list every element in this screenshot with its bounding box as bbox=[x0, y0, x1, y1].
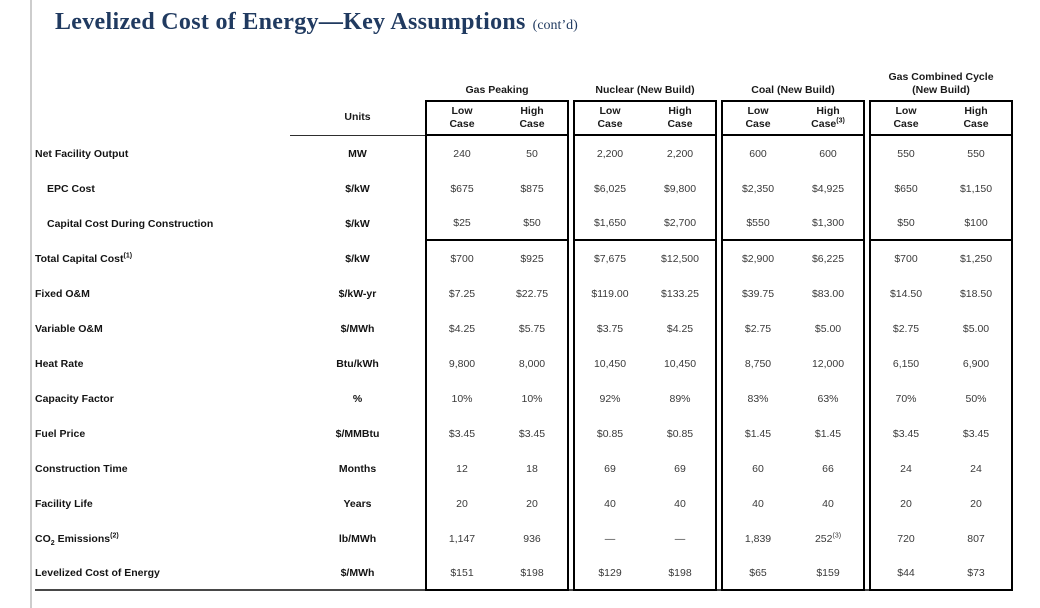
value-cell: 24 bbox=[941, 451, 1013, 486]
value-cell: $6,025 bbox=[573, 171, 645, 206]
table-row bbox=[35, 241, 1013, 276]
value-cell: 20 bbox=[425, 486, 497, 521]
row-label: Facility Life bbox=[35, 497, 93, 510]
value-cell: 550 bbox=[869, 136, 941, 171]
corner-cell bbox=[290, 64, 425, 100]
value-cell: 20 bbox=[497, 486, 569, 521]
value-cell: 10% bbox=[425, 381, 497, 416]
value-cell: $3.45 bbox=[497, 416, 569, 451]
table-row bbox=[35, 346, 1013, 381]
value-cell: $119.00 bbox=[573, 276, 645, 311]
page-title-text: Levelized Cost of Energy—Key Assumptions bbox=[55, 9, 526, 35]
value-cell: 18 bbox=[497, 451, 569, 486]
value-cell: 83% bbox=[721, 381, 793, 416]
value-cell: $133.25 bbox=[645, 276, 717, 311]
value-cell: 807 bbox=[941, 521, 1013, 556]
case-subheader: Low Case bbox=[573, 100, 645, 136]
value-cell: $0.85 bbox=[645, 416, 717, 451]
value-cell: $22.75 bbox=[497, 276, 569, 311]
unit-cell: MW bbox=[348, 147, 367, 160]
value-cell: 92% bbox=[573, 381, 645, 416]
value-cell: 600 bbox=[793, 136, 865, 171]
value-cell: 40 bbox=[793, 486, 865, 521]
value-cell: 63% bbox=[793, 381, 865, 416]
row-label: Capital Cost During Construction bbox=[47, 217, 214, 230]
value-cell: — bbox=[573, 521, 645, 556]
value-cell: 40 bbox=[573, 486, 645, 521]
column-group-header: Coal (New Build) bbox=[751, 83, 835, 96]
value-cell: $2,700 bbox=[645, 206, 717, 241]
unit-cell: $/kW bbox=[345, 182, 370, 195]
value-cell: 550 bbox=[941, 136, 1013, 171]
label-header-cell bbox=[35, 100, 290, 136]
value-cell: 9,800 bbox=[425, 346, 497, 381]
value-cell: 8,000 bbox=[497, 346, 569, 381]
value-cell: $2,350 bbox=[721, 171, 793, 206]
value-cell: 50 bbox=[497, 136, 569, 171]
value-cell: 60 bbox=[721, 451, 793, 486]
value-cell: 10,450 bbox=[645, 346, 717, 381]
value-cell: $1,300 bbox=[793, 206, 865, 241]
value-cell: $25 bbox=[425, 206, 497, 241]
unit-cell: $/kW bbox=[345, 252, 370, 265]
value-cell: $7,675 bbox=[573, 241, 645, 276]
value-cell: 40 bbox=[721, 486, 793, 521]
value-cell: 1,839 bbox=[721, 521, 793, 556]
unit-cell: Years bbox=[343, 497, 372, 510]
case-subheader: High Case bbox=[941, 100, 1013, 136]
value-cell: 20 bbox=[869, 486, 941, 521]
value-cell: $1,250 bbox=[941, 241, 1013, 276]
table-row bbox=[35, 311, 1013, 346]
value-cell: 8,750 bbox=[721, 346, 793, 381]
table-row bbox=[35, 64, 1013, 100]
units-header: Units bbox=[290, 100, 425, 136]
value-cell: 600 bbox=[721, 136, 793, 171]
unit-cell: $/MWh bbox=[290, 556, 425, 591]
row-label: Capacity Factor bbox=[35, 392, 114, 405]
row-label: Total Capital Cost$^{(1)}$ bbox=[35, 252, 133, 265]
case-subheader: Low Case bbox=[425, 100, 497, 136]
value-cell: 2,200 bbox=[645, 136, 717, 171]
case-subheader: High Case$^{(3)}$ bbox=[793, 100, 865, 136]
row-label: Net Facility Output bbox=[35, 147, 129, 160]
column-group-header: Nuclear (New Build) bbox=[595, 83, 695, 96]
value-cell: $2.75 bbox=[869, 311, 941, 346]
value-cell: 12 bbox=[425, 451, 497, 486]
value-cell: 936 bbox=[497, 521, 569, 556]
value-cell: 50% bbox=[941, 381, 1013, 416]
table-body bbox=[35, 136, 1013, 591]
value-cell: 70% bbox=[869, 381, 941, 416]
value-cell: $12,500 bbox=[645, 241, 717, 276]
value-cell: $3.45 bbox=[869, 416, 941, 451]
value-cell: $14.50 bbox=[869, 276, 941, 311]
value-cell: $1,650 bbox=[573, 206, 645, 241]
table-row bbox=[35, 276, 1013, 311]
value-cell: $44 bbox=[869, 556, 941, 591]
value-cell: $675 bbox=[425, 171, 497, 206]
value-cell: $700 bbox=[869, 241, 941, 276]
value-cell: 69 bbox=[645, 451, 717, 486]
value-cell: $3.75 bbox=[573, 311, 645, 346]
value-cell: $2,900 bbox=[721, 241, 793, 276]
value-cell: — bbox=[645, 521, 717, 556]
value-cell: $0.85 bbox=[573, 416, 645, 451]
value-cell: 6,150 bbox=[869, 346, 941, 381]
row-label: Levelized Cost of Energy bbox=[35, 556, 290, 591]
value-cell: $4,925 bbox=[793, 171, 865, 206]
value-cell: $151 bbox=[425, 556, 497, 591]
value-cell: 2,200 bbox=[573, 136, 645, 171]
row-label: $CO_2$ Emissions$^{(2)}$ bbox=[35, 532, 119, 547]
unit-cell: $/kW-yr bbox=[338, 287, 377, 300]
table-row bbox=[35, 451, 1013, 486]
value-cell: 12,000 bbox=[793, 346, 865, 381]
value-cell: $925 bbox=[497, 241, 569, 276]
value-cell: 40 bbox=[645, 486, 717, 521]
value-cell: $3.45 bbox=[425, 416, 497, 451]
value-cell: $159 bbox=[793, 556, 865, 591]
value-cell: $5.75 bbox=[497, 311, 569, 346]
table-row bbox=[35, 136, 1013, 171]
value-cell: $1,150 bbox=[941, 171, 1013, 206]
value-cell: $50 bbox=[497, 206, 569, 241]
column-group-header: Gas Combined Cycle (New Build) bbox=[888, 70, 994, 96]
table-header bbox=[35, 64, 1013, 136]
value-cell: $550 bbox=[721, 206, 793, 241]
value-cell: $5.00 bbox=[941, 311, 1013, 346]
case-subheader: High Case bbox=[645, 100, 717, 136]
value-cell: 20 bbox=[941, 486, 1013, 521]
value-cell: 10% bbox=[497, 381, 569, 416]
table-row bbox=[35, 556, 1013, 591]
value-cell: 89% bbox=[645, 381, 717, 416]
value-cell: $4.25 bbox=[645, 311, 717, 346]
value-cell: 720 bbox=[869, 521, 941, 556]
value-cell: $3.45 bbox=[941, 416, 1013, 451]
value-cell: $875 bbox=[497, 171, 569, 206]
table-row bbox=[35, 100, 1013, 136]
value-cell: $700 bbox=[425, 241, 497, 276]
page-title bbox=[55, 9, 578, 36]
value-cell: 252$^{(3)}$ bbox=[793, 521, 865, 556]
value-cell: 1,147 bbox=[425, 521, 497, 556]
unit-cell: $/kW bbox=[345, 217, 370, 230]
row-label: EPC Cost bbox=[47, 182, 95, 195]
table-row bbox=[35, 381, 1013, 416]
unit-cell: $/MWh bbox=[340, 322, 375, 335]
value-cell: $650 bbox=[869, 171, 941, 206]
value-cell: $65 bbox=[721, 556, 793, 591]
row-label: Fixed O&M bbox=[35, 287, 90, 300]
row-label: Variable O&M bbox=[35, 322, 103, 335]
value-cell: $83.00 bbox=[793, 276, 865, 311]
unit-cell: Months bbox=[338, 462, 377, 475]
table-row bbox=[35, 206, 1013, 241]
value-cell: 6,900 bbox=[941, 346, 1013, 381]
row-label: Construction Time bbox=[35, 462, 128, 475]
slide-left-edge-rule bbox=[30, 0, 32, 608]
value-cell: $5.00 bbox=[793, 311, 865, 346]
table-row bbox=[35, 416, 1013, 451]
assumptions-table bbox=[35, 64, 1013, 591]
value-cell: 10,450 bbox=[573, 346, 645, 381]
column-group-header: Gas Peaking bbox=[465, 83, 529, 96]
value-cell: $39.75 bbox=[721, 276, 793, 311]
page-title-suffix: (cont’d) bbox=[532, 18, 578, 33]
value-cell: $4.25 bbox=[425, 311, 497, 346]
row-label: Fuel Price bbox=[35, 427, 86, 440]
value-cell: $1.45 bbox=[793, 416, 865, 451]
table-row bbox=[35, 486, 1013, 521]
value-cell: $129 bbox=[573, 556, 645, 591]
value-cell: $50 bbox=[869, 206, 941, 241]
value-cell: 66 bbox=[793, 451, 865, 486]
value-cell: $9,800 bbox=[645, 171, 717, 206]
value-cell: $1.45 bbox=[721, 416, 793, 451]
value-cell: $18.50 bbox=[941, 276, 1013, 311]
value-cell: $6,225 bbox=[793, 241, 865, 276]
unit-cell: Btu/kWh bbox=[336, 357, 379, 370]
value-cell: $73 bbox=[941, 556, 1013, 591]
case-subheader: High Case bbox=[497, 100, 569, 136]
value-cell: 240 bbox=[425, 136, 497, 171]
value-cell: $7.25 bbox=[425, 276, 497, 311]
table-row bbox=[35, 171, 1013, 206]
table-row bbox=[35, 521, 1013, 556]
value-cell: $2.75 bbox=[721, 311, 793, 346]
value-cell: 24 bbox=[869, 451, 941, 486]
unit-cell: % bbox=[352, 392, 363, 405]
case-subheader: Low Case bbox=[869, 100, 941, 136]
value-cell: $198 bbox=[497, 556, 569, 591]
value-cell: $198 bbox=[645, 556, 717, 591]
unit-cell: lb/MWh bbox=[338, 532, 377, 545]
case-subheader: Low Case bbox=[721, 100, 793, 136]
value-cell: 69 bbox=[573, 451, 645, 486]
corner-cell bbox=[35, 64, 290, 100]
value-cell: $100 bbox=[941, 206, 1013, 241]
row-label: Heat Rate bbox=[35, 357, 84, 370]
unit-cell: $/MMBtu bbox=[335, 427, 380, 440]
